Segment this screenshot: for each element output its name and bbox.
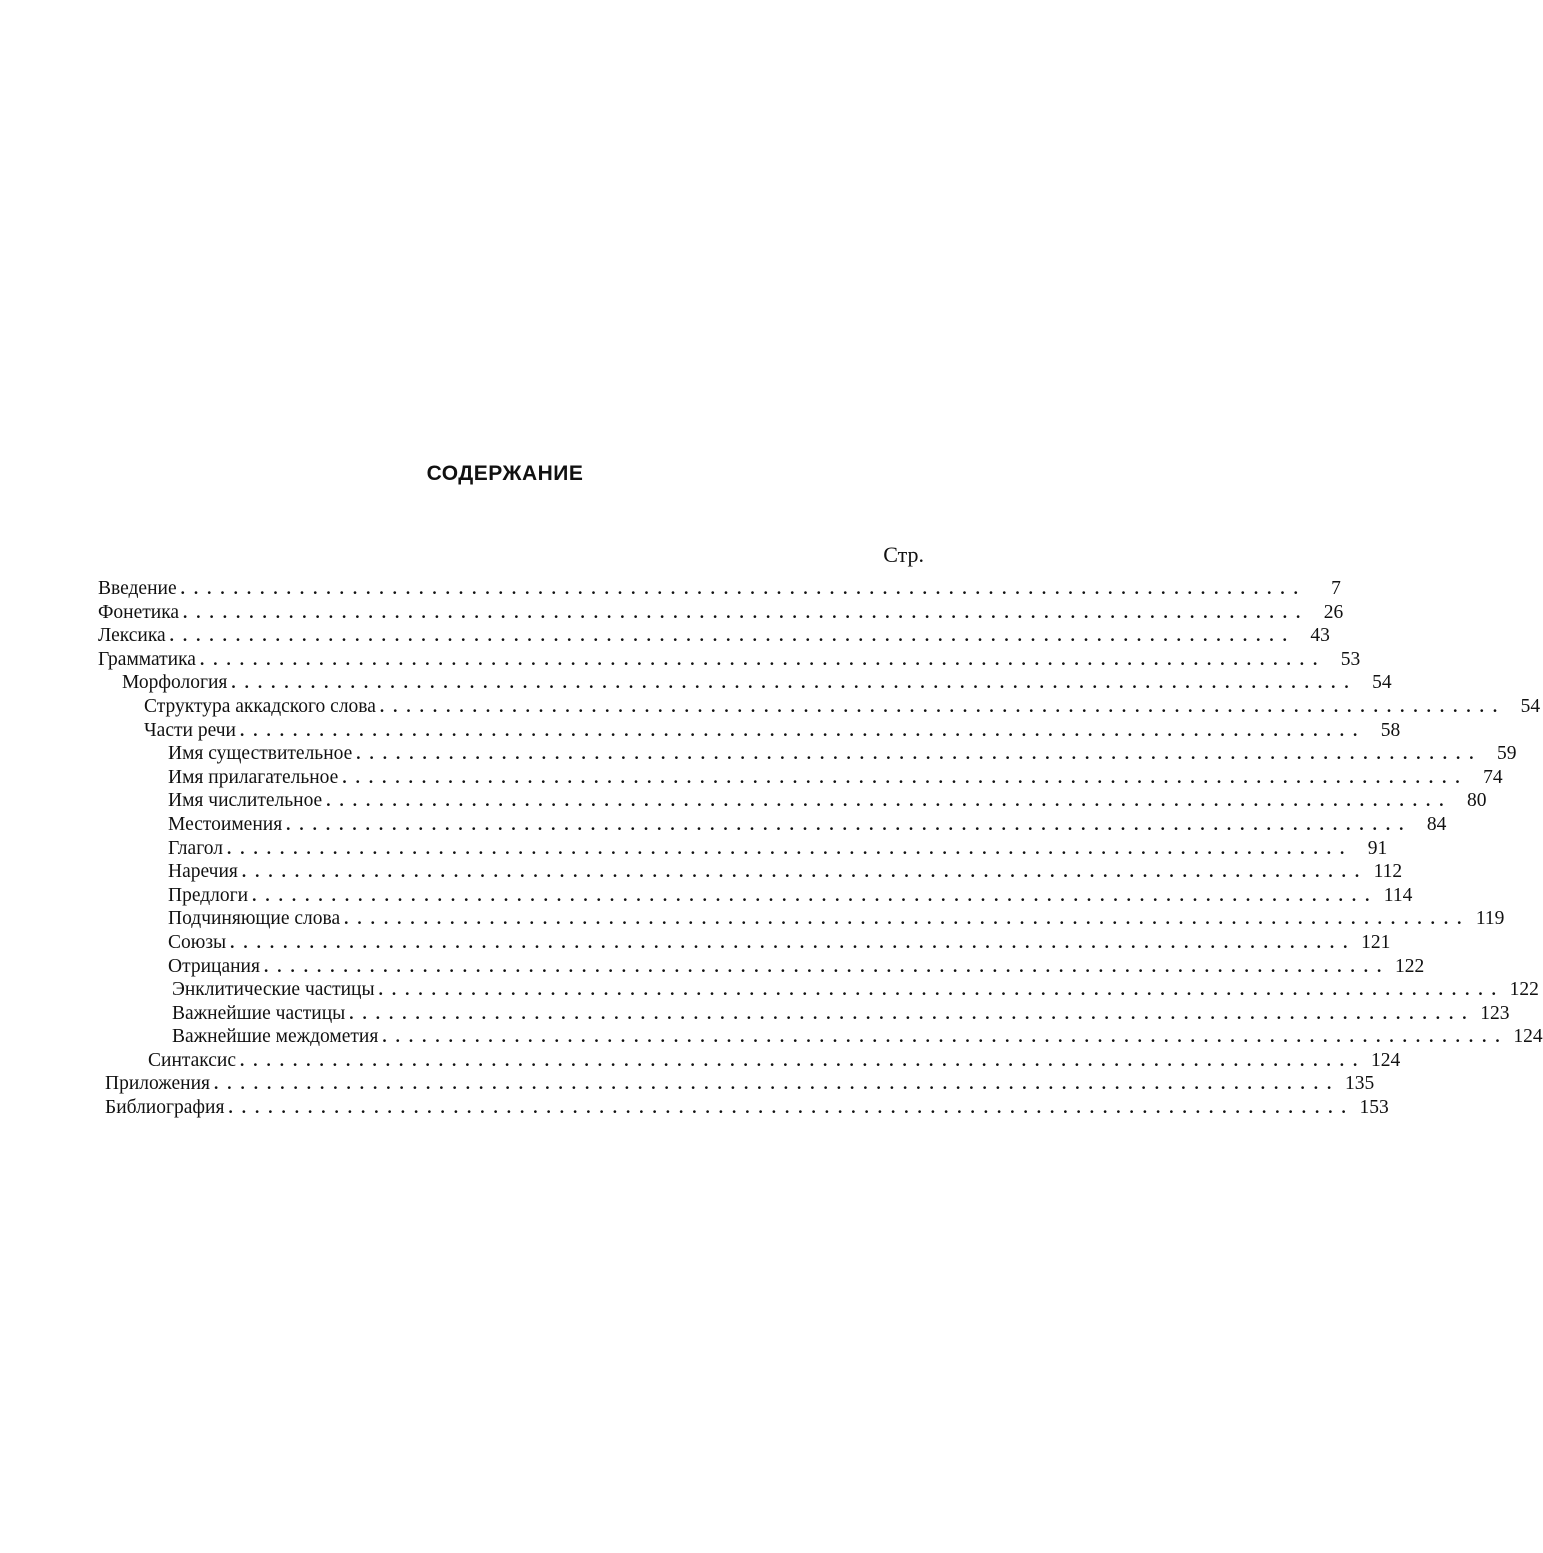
dot-leader: ..................................................................................... bbox=[286, 814, 1413, 834]
toc-entry-page: 124 bbox=[1513, 1026, 1543, 1048]
toc-entry-page: 7 bbox=[1331, 578, 1341, 599]
toc-entry-label: Структура аккадского слова bbox=[144, 695, 376, 717]
toc-entry-label: Подчиняющие слова bbox=[168, 908, 341, 930]
toc-entry-label: Имя прилагательное bbox=[168, 766, 339, 788]
dot-leader: ..................................................................................... bbox=[241, 862, 1369, 882]
toc-entry-main-interjections bbox=[98, 1025, 1543, 1049]
dot-leader: ..................................................................................... bbox=[239, 720, 1367, 740]
toc-entry-page: 124 bbox=[1371, 1049, 1401, 1071]
dot-leader: ..................................................................................... bbox=[349, 1003, 1476, 1023]
toc-entry-label: Части речи bbox=[144, 719, 236, 741]
toc-entry-label: Важнейшие частицы bbox=[172, 1002, 346, 1024]
dot-leader: ..................................................................................... bbox=[180, 579, 1307, 598]
dot-leader: ..................................................................................... bbox=[263, 956, 1391, 976]
toc-entry-label: Имя числительное bbox=[168, 790, 323, 812]
dot-leader: ..................................................................................... bbox=[240, 1050, 1367, 1070]
toc-entry-label: Энклитические частицы bbox=[172, 979, 375, 1001]
toc-entry-label: Наречия bbox=[168, 861, 238, 883]
toc-entry-page: 59 bbox=[1497, 743, 1517, 765]
toc-entry-page: 121 bbox=[1361, 931, 1391, 953]
dot-leader: ..................................................................................... bbox=[356, 744, 1483, 764]
toc-entry-noun bbox=[98, 742, 1517, 766]
toc-entry-label: Приложения bbox=[105, 1073, 210, 1095]
toc-entry-word-structure bbox=[98, 695, 1541, 719]
dot-leader: ..................................................................................... bbox=[231, 673, 1358, 693]
toc-entry-label: Предлоги bbox=[168, 884, 249, 906]
toc-entry-label: Грамматика bbox=[98, 648, 196, 670]
toc-entry-page: 80 bbox=[1466, 790, 1487, 812]
dot-leader: ..................................................................................... bbox=[379, 696, 1507, 716]
dot-leader: ..................................................................................... bbox=[344, 909, 1471, 929]
toc-entry-bibliography bbox=[98, 1096, 1389, 1120]
toc-entry-page: 123 bbox=[1480, 1002, 1510, 1024]
toc-entry-morphology bbox=[98, 671, 1392, 695]
toc-entry-label: Введение bbox=[98, 578, 177, 599]
dot-leader: ..................................................................................... bbox=[228, 1098, 1355, 1118]
toc-entry-parts-of-speech bbox=[98, 719, 1401, 743]
toc-entry-phonetics bbox=[98, 601, 1344, 625]
toc-entry-page: 122 bbox=[1509, 979, 1539, 1001]
table-of-contents bbox=[98, 577, 1543, 1120]
toc-entry-label: Местоимения bbox=[168, 813, 283, 835]
toc-entry-page: 91 bbox=[1367, 837, 1388, 859]
toc-entry-pronouns bbox=[98, 813, 1447, 837]
dot-leader: ..................................................................................... bbox=[169, 626, 1296, 646]
toc-entry-page: 43 bbox=[1310, 625, 1330, 647]
dot-leader: ..................................................................................... bbox=[342, 767, 1469, 787]
page-title: СОДЕРЖАНИЕ bbox=[426, 462, 584, 485]
toc-entry-label: Глагол bbox=[168, 837, 223, 859]
toc-entry-numeral bbox=[98, 789, 1487, 813]
toc-entry-label: Лексика bbox=[98, 625, 166, 647]
toc-entry-page: 112 bbox=[1373, 861, 1403, 883]
page-column-label: Стр. bbox=[883, 542, 924, 567]
toc-entry-adverbs bbox=[98, 860, 1403, 884]
toc-entry-label: Синтаксис bbox=[148, 1049, 237, 1071]
dot-leader: ..................................................................................... bbox=[326, 791, 1453, 811]
toc-entry-lexicon bbox=[98, 624, 1330, 648]
toc-entry-negations bbox=[98, 955, 1425, 979]
dot-leader: ..................................................................................... bbox=[226, 838, 1354, 858]
dot-leader: ..................................................................................... bbox=[382, 1027, 1509, 1047]
toc-entry-syntax bbox=[98, 1049, 1401, 1073]
dot-leader: ..................................................................................... bbox=[230, 932, 1357, 952]
toc-entry-label: Важнейшие междометия bbox=[172, 1026, 379, 1048]
dot-leader: ..................................................................................... bbox=[183, 602, 1310, 622]
toc-entry-page: 119 bbox=[1475, 908, 1505, 930]
toc-entry-label: Морфология bbox=[122, 672, 228, 694]
toc-entry-page: 114 bbox=[1383, 884, 1413, 906]
toc-entry-page: 135 bbox=[1344, 1073, 1375, 1095]
toc-entry-grammar bbox=[98, 648, 1361, 672]
toc-entry-verb bbox=[98, 837, 1388, 861]
dot-leader: ..................................................................................... bbox=[199, 649, 1327, 669]
toc-entry-page: 84 bbox=[1426, 813, 1447, 835]
toc-entry-label: Фонетика bbox=[98, 601, 180, 623]
toc-entry-label: Библиография bbox=[105, 1097, 225, 1119]
toc-entry-page: 54 bbox=[1372, 672, 1392, 694]
toc-entry-label: Имя существительное bbox=[168, 743, 353, 765]
toc-entry-appendices bbox=[98, 1072, 1375, 1096]
toc-entry-prepositions bbox=[98, 884, 1413, 908]
toc-entry-page: 54 bbox=[1520, 695, 1541, 717]
toc-entry-label: Союзы bbox=[168, 931, 227, 953]
dot-leader: ..................................................................................... bbox=[213, 1074, 1341, 1094]
toc-entry-page: 153 bbox=[1359, 1097, 1389, 1119]
toc-entry-page: 26 bbox=[1323, 601, 1344, 623]
toc-entry-conjunctions bbox=[98, 931, 1391, 955]
toc-entry-page: 58 bbox=[1380, 719, 1401, 741]
dot-leader: ..................................................................................... bbox=[378, 980, 1505, 1000]
dot-leader: ..................................................................................... bbox=[252, 885, 1379, 905]
toc-entry-page: 122 bbox=[1394, 955, 1425, 977]
toc-entry-adjective bbox=[98, 766, 1503, 790]
toc-entry-label: Отрицания bbox=[168, 955, 260, 977]
toc-entry-page: 74 bbox=[1483, 766, 1503, 788]
toc-entry-main-particles bbox=[98, 1002, 1510, 1026]
toc-entry-subordinating-words bbox=[98, 907, 1505, 931]
toc-entry-introduction bbox=[98, 577, 1341, 601]
toc-entry-page: 53 bbox=[1340, 648, 1361, 670]
toc-entry-enclitic-particles bbox=[98, 978, 1539, 1002]
